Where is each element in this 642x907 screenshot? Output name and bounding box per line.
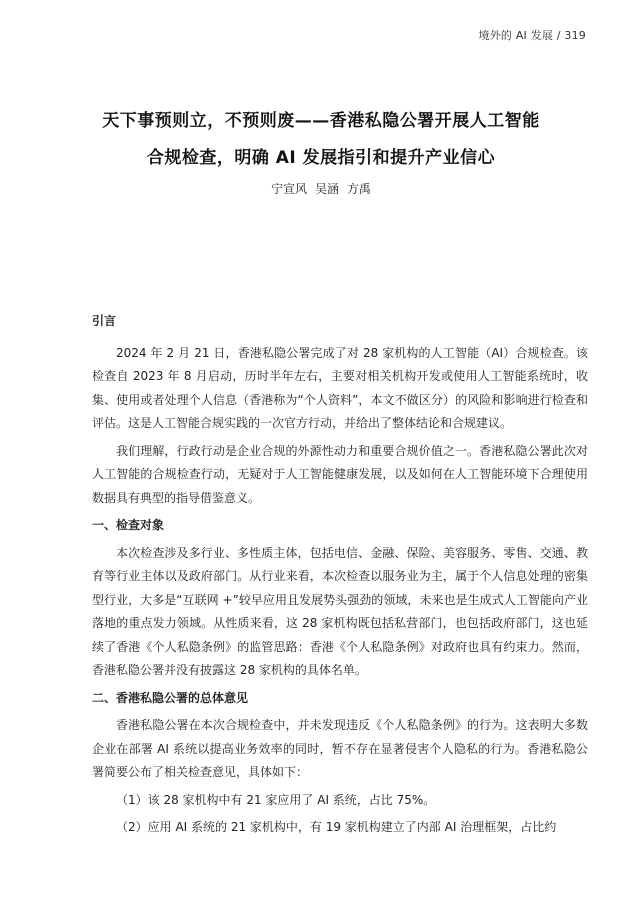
section-1-heading: 一、检查对象 xyxy=(92,518,165,532)
section-2-heading: 二、香港私隐公署的总体意见 xyxy=(92,690,249,705)
article-body xyxy=(92,310,588,840)
intro-paragraph-2: 我们理解，行政行动是企业合规的外源性动力和重要合规价值之一。香港私隐公署此次对人工智能的合规检查行动，无疑对于人工智能健康发展，以及如何在人工智能环境下合理使用数据具有典型的指导借鉴意义。 xyxy=(92,443,588,505)
list-item: （1）该 28 家机构中有 21 家应用了 AI 系统，占比 75%。 xyxy=(116,792,436,807)
list-item: （2）应用 AI 系统的 21 家机构中，有 19 家机构建立了内部 AI 治理框架，占比约 xyxy=(116,820,557,834)
intro-paragraph-1: 2024 年 2 月 21 日，香港私隐公署完成了对 28 家机构的人工智能（AI）合规检查。该检查自 2023 年 8 月启动，历时半年左右，主要对相关机构开发或使用人工智能系统时，收集、使用或者处理个人信息（香港称为“个人资料”，本文不做区分）的风险和影响进行检查和评估。这是人工智能合规实践的一次官方行动，并给出了整体结论和合规建议。 xyxy=(92,345,588,430)
running-head: 境外的 AI 发展 / 319 xyxy=(478,29,586,42)
section-1-paragraph: 本次检查涉及多行业、多性质主体，包括电信、金融、保险、美容服务、零售、交通、教育等行业主体以及政府部门。从行业来看，本次检查以服务业为主，属于个人信息处理的密集型行业，大多是“互联网 +”较早应用且发展势头强劲的领域，未来也是生成式人工智能向产业落地的重点发力领域。从性质来看，这 28 家机构既包括私营部门，也包括政府部门，这也延续了香港《个人私隐条例》的监管思路：香港《个人私隐条例》对政府也具有约束力。然而，香港私隐公署并没有披露这 28 家机构的具体名单。 xyxy=(92,545,588,677)
authors xyxy=(0,180,642,197)
article-title-line-2: 合规检查，明确 AI 发展指引和提升产业信心 xyxy=(146,148,496,168)
section-2-paragraph: 香港私隐公署在本次合规检查中，并未发现违反《个人私隐条例》的行为。这表明大多数企业在部署 AI 系统以提高业务效率的同时，暂不存在显著侵害个人隐私的行为。香港私隐公署简要公布了相关检查意见，具体如下： xyxy=(92,718,588,779)
intro-heading: 引言 xyxy=(92,314,117,328)
author-name: 方禹 xyxy=(346,182,371,196)
article-title-line-1: 天下事预则立，不预则废——香港私隐公署开展人工智能 xyxy=(102,111,540,131)
author-name: 吴涵 xyxy=(314,182,339,196)
author-name: 宁宣风 xyxy=(271,182,308,196)
